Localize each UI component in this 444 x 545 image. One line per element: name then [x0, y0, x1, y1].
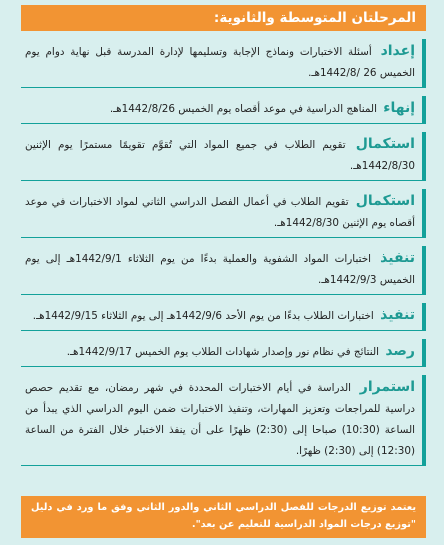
item-keyword: رصد [385, 343, 415, 359]
item-keyword: إنهاء [383, 100, 415, 116]
footer-note [21, 496, 426, 538]
item-text: أسئلة الاختبارات ونماذج الإجابة وتسليمها لإدارة المدرسة قبل نهاية دوام يوم الخميس 26 /1442/8هـ. [25, 46, 415, 79]
item-text: النتائج في نظام نور وإصدار شهادات الطلاب يوم الخميس 1442/9/17هـ. [66, 346, 379, 358]
section-header [21, 5, 426, 31]
item-text: المناهج الدراسية في موعد أقصاه يوم الخميس 1442/8/26هـ. [109, 103, 377, 115]
item-keyword: استكمال [355, 136, 415, 152]
footer-text: يعتمد توزيع الدرجات للفصل الدراسي الثاني والدور الثاني وفق ما ورد في دليل "توزيع درجات المواد الدراسية للتعليم عن بعد". [31, 502, 416, 530]
schedule-item-oral-practical-exams [21, 246, 426, 295]
schedule-item-complete-term-assessment [21, 189, 426, 238]
schedule-list [21, 39, 426, 474]
item-keyword: تنفيذ [380, 250, 415, 266]
item-keyword: تنفيذ [380, 307, 415, 323]
schedule-item-finish-curriculum [21, 96, 426, 124]
item-keyword: إعداد [380, 43, 415, 59]
item-text: الدراسة في أيام الاختبارات المحددة في شهر رمضان، مع تقديم حصص دراسية للمراجعات وتعزيز المهارات، وتنفيذ الاختبارات ضمن اليوم الدراسي الذي يبدأ من الساعة (10:30) صباحا إلى (2:30) ظهرًا على أن ينفذ الاختبار خلال الفترة من الساعة (12:30) إلى (2:30) ظهرًا. [25, 382, 415, 457]
item-text: تقويم الطلاب في أعمال الفصل الدراسي الثاني لمواد الاختبارات في موعد أقصاه يوم الإثنين 1442/8/30هـ. [25, 196, 415, 229]
schedule-item-record-results [21, 339, 426, 367]
item-keyword: استمرار [359, 379, 415, 395]
schedule-item-prepare [21, 39, 426, 88]
item-text: اختبارات المواد الشفوية والعملية بدءًا من يوم الثلاثاء 1442/9/1هـ إلى يوم الخميس 1442/9/3هـ. [25, 253, 415, 286]
item-text: اختبارات الطلاب بدءًا من يوم الأحد 1442/9/6هـ إلى يوم الثلاثاء 1442/9/15هـ. [32, 310, 374, 322]
item-text: تقويم الطلاب في جميع المواد التي تُقوَّم تقويمًا مستمرًا يوم الإثنين 1442/8/30هـ. [25, 139, 415, 172]
item-keyword: استكمال [355, 193, 415, 209]
schedule-item-continue-study [21, 375, 426, 466]
schedule-item-student-exams [21, 303, 426, 331]
schedule-item-complete-continuous-assessment [21, 132, 426, 181]
section-title: المرحلتان المتوسطة والثانوية: [213, 10, 416, 26]
